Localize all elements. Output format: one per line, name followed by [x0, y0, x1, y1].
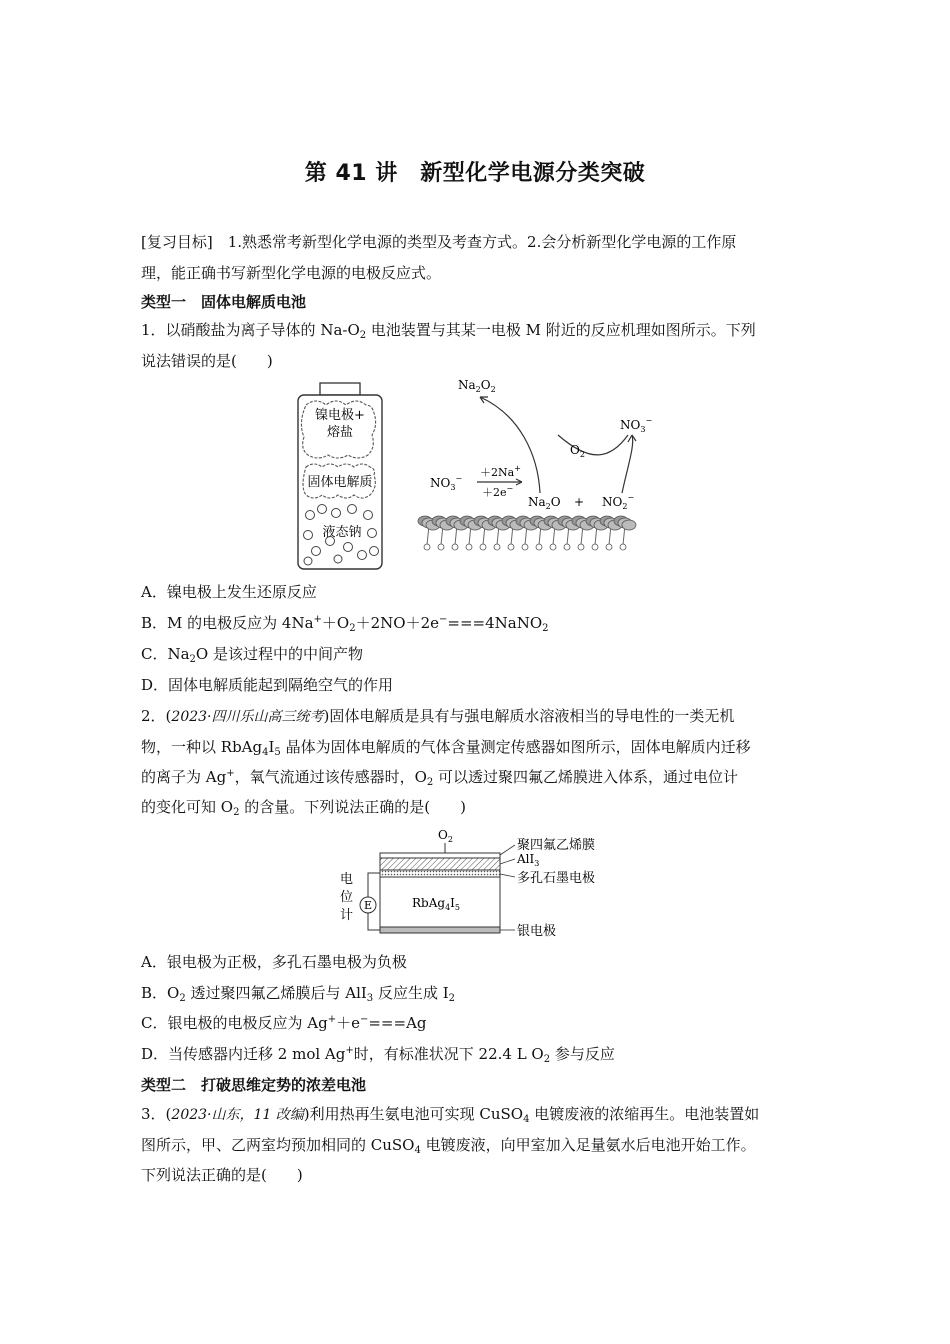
q2-stem-line-4: 的变化可知 $O_2$ 的含量。下列说法正确的是( ) [141, 798, 466, 818]
surface-atom [592, 544, 598, 550]
q2-o2-label: $O_2$ [438, 828, 453, 844]
electrolyte-label: $RbAg_4I_5$ [412, 896, 461, 912]
q2-option-d: D．当传感器内迁移 2 mol Ag+时，有标准状况下 22.4 L $O_2$ 参与反应 [141, 1045, 615, 1065]
na2o2-label: $Na_2O_2$ [458, 378, 496, 394]
battery-top-label-2: 熔盐 [326, 425, 354, 440]
surface-atom [508, 544, 514, 550]
battery-mid-label: 固体电解质 [307, 475, 373, 490]
surface-atom [438, 544, 444, 550]
q1-option-b: B．M 的电极反应为 $4Na^++O_2+2NO+2e^-===4NaNO_2$ [141, 614, 549, 634]
meter-label-2: 位 [340, 890, 354, 905]
q2-option-c: C．银电极的电极反应为 Ag+＋e−===Ag [141, 1014, 427, 1032]
battery-diagram [298, 383, 382, 569]
surface-atom [452, 544, 458, 550]
q1-stem-line-1 [141, 320, 756, 340]
plus-sign: + [574, 495, 585, 509]
o2-label: $O_2$ [570, 443, 585, 459]
q2-option-b: B．$O_2$ 透过聚四氟乙烯膜后与 AlI$_3$ 反应生成 $I_2$ [141, 984, 456, 1004]
q1-text: 电池装置与其某一电极 M 附近的反应机理如图所示。下列 [366, 321, 756, 339]
battery-top-label-1: 镍电极+ [315, 408, 365, 423]
q3-stem-line-3: 下列说法正确的是( ) [141, 1166, 303, 1184]
q3-stem-line-1: 3．(2023·山东，11 改编)利用热再生氨电池可实现 CuSO$_4$ 电镀废液的浓缩再生。电池装置如 [141, 1105, 760, 1125]
q1-stem-line-2: 说法错误的是( ) [141, 352, 273, 370]
graphite-label: 多孔石墨电极 [517, 871, 596, 886]
silver-electrode-label: 银电极 [517, 924, 557, 939]
na2o-label: $Na_2O$ [528, 495, 561, 511]
q2-option-a: A．银电极为正极，多孔石墨电极为负极 [141, 953, 407, 971]
q2-stem-line-3: 的离子为 Ag+，氧气流通过该传感器时，$O_2$ 可以透过聚四氟乙烯膜进入体系，通过电位计 [141, 768, 739, 788]
surface-atom [606, 544, 612, 550]
surface-atom [620, 544, 626, 550]
surface-atom [522, 544, 528, 550]
arrow-top-label: ＋2Na+ [480, 464, 521, 479]
section-heading-type2: 类型二 打破思维定势的浓差电池 [141, 1076, 367, 1094]
meter-symbol: E [363, 899, 373, 912]
q1-figure [290, 375, 660, 575]
surface-atom [564, 544, 570, 550]
ptfe-label: 聚四氟乙烯膜 [517, 838, 596, 853]
arrow-bottom-label: ＋2e− [482, 484, 514, 499]
page-title: 第 41 讲 新型化学电源分类突破 [304, 161, 646, 186]
battery-bottom-label: 液态钠 [322, 525, 362, 540]
review-goals-line-2: 理，能正确书写新型化学电源的电极反应式。 [141, 264, 442, 282]
review-goals-text-1: 1.熟悉常考新型化学电源的类型及考查方式。2.会分析新型化学电源的工作原 [212, 233, 737, 251]
q3-stem-line-2: 图所示，甲、乙两室均预加相同的 CuSO$_4$ 电镀废液，向甲室加入足量氨水后电池开始工作。 [141, 1136, 756, 1156]
surface-atom [480, 544, 486, 550]
surface-atom [536, 544, 542, 550]
surface-atom [550, 544, 556, 550]
surface-atom [466, 544, 472, 550]
review-goals-line-1 [141, 232, 736, 252]
q1-option-a: A．镍电极上发生还原反应 [141, 583, 317, 601]
reaction-mechanism [418, 378, 652, 550]
q1-sub: 2 [359, 330, 367, 341]
q2-source: 2023·四川乐山高三统考 [171, 709, 324, 725]
surface-atom [494, 544, 500, 550]
no3-right-label: $NO_3^-$ [620, 416, 653, 434]
q1-option-d: D．固体电解质能起到隔绝空气的作用 [141, 676, 394, 694]
no2-label: $NO_2^-$ [602, 493, 635, 511]
review-goals-label: [复习目标] [141, 233, 213, 251]
surface-atom [424, 544, 430, 550]
q1-text: 1．以硝酸盐为离子导体的 Na-O [141, 321, 360, 339]
electrode-surface [418, 516, 636, 550]
q2-stem-line-2: 物，一种以 $RbAg_4I_5$ 晶体为固体电解质的气体含量测定传感器如图所示，固体电解质内迁移 [141, 738, 751, 758]
q2-stem-line-1: 2．(2023·四川乐山高三统考)固体电解质是具有与强电解质水溶液相当的导电性的一类无机 [141, 707, 735, 725]
q1-option-c: C．$Na_2O$ 是该过程中的中间产物 [141, 645, 363, 665]
meter-label-3: 计 [340, 908, 354, 923]
meter-label-1: 电 [340, 872, 354, 887]
section-heading-type1: 类型一 固体电解质电池 [141, 293, 307, 311]
no3-left-label: $NO_3^-$ [430, 474, 463, 492]
surface-atom [622, 520, 636, 530]
q3-source: 2023·山东，11 改编 [171, 1107, 304, 1123]
ali3-label: AlI$_3$ [517, 852, 540, 868]
surface-atom [578, 544, 584, 550]
q2-sensor-figure [330, 825, 620, 945]
